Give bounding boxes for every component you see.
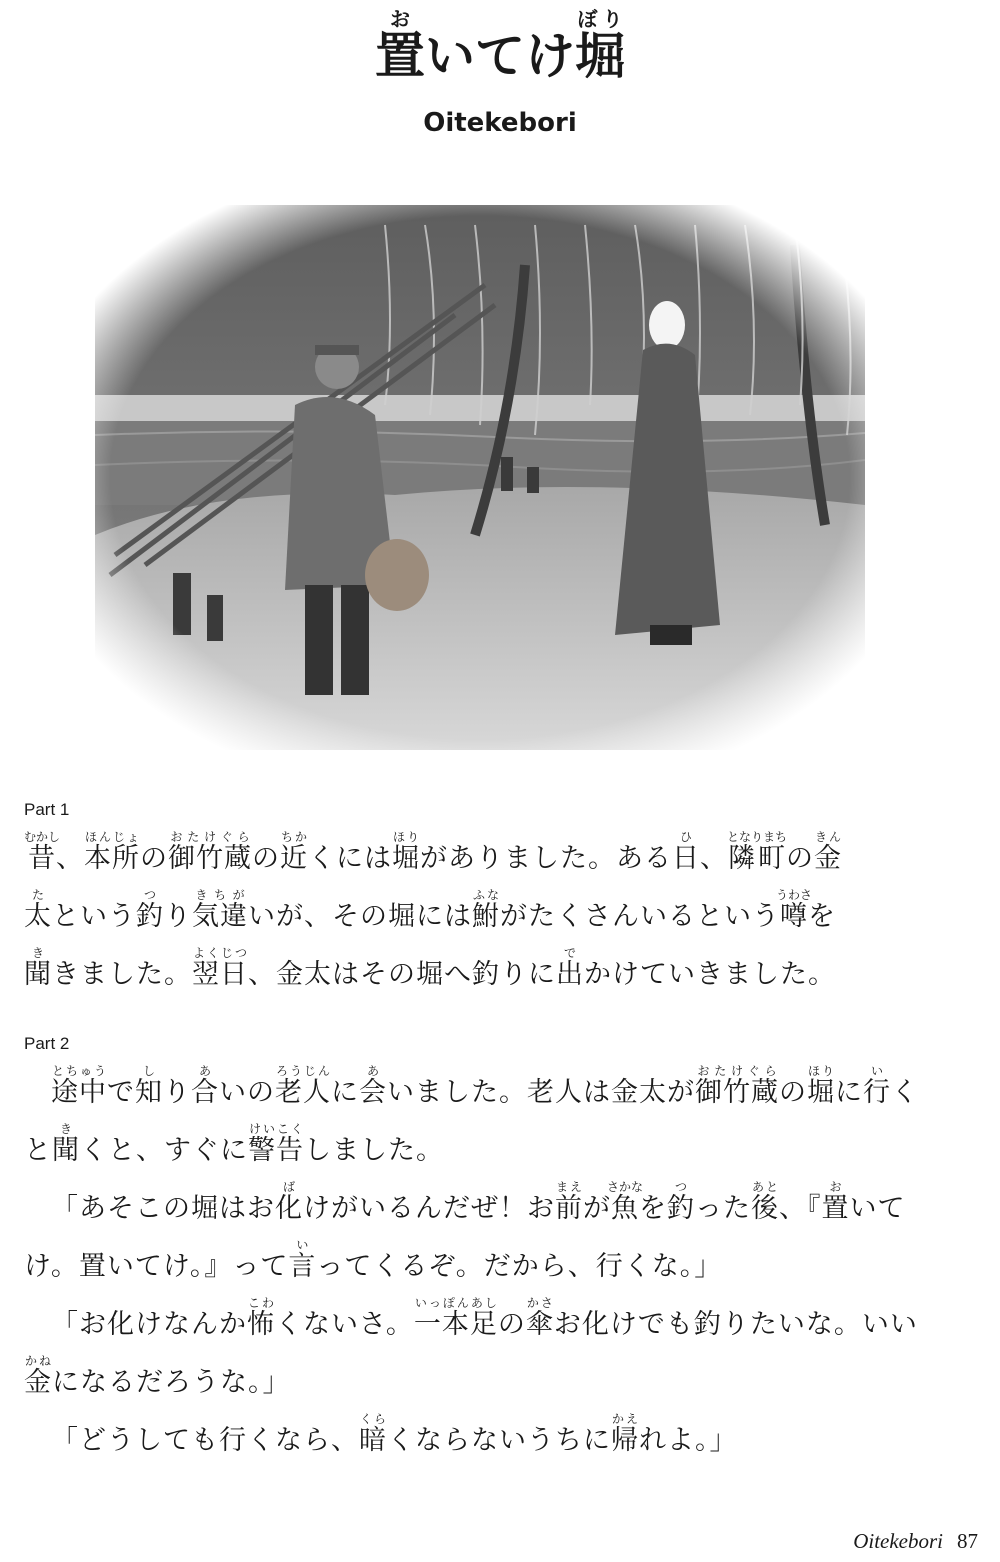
paragraph: 「あそこの堀はお化ばけがいるんだぜ！お前まえが魚さかなを釣つった後あと、『置おいてけ。置いてけ。』って言いってくるぞ。だから、行くな。」 bbox=[24, 1180, 906, 1282]
paragraph: 「お化けなんか怖こわくないさ。一本足いっぽんあしの傘かさお化けでも釣りたいな。いい金かねになるだろうな。」 bbox=[24, 1296, 918, 1398]
part-2-text bbox=[24, 1064, 944, 1470]
part-1-text bbox=[24, 830, 944, 1004]
title-part: 置お bbox=[375, 7, 425, 85]
text-line: 聞ききました。翌日よくじつ、金太はその堀へ釣りに出でかけていきました。 bbox=[24, 946, 836, 990]
footer-book-title: Oitekebori bbox=[853, 1529, 943, 1553]
page-title bbox=[0, 7, 1000, 85]
page-number: 87 bbox=[957, 1529, 978, 1553]
text-line: 昔むかし、本所ほんじょの御竹蔵おたけぐらの近ちかくには堀ほりがありました。ある日ひ、隣町となりまちの金きん bbox=[24, 830, 843, 874]
part-2-label: Part 2 bbox=[24, 1034, 70, 1053]
text-line: 太たという釣つり気違きちがいが、その堀には鮒ふながたくさんいるという噂うわさを bbox=[24, 888, 836, 932]
page-footer bbox=[853, 1529, 978, 1554]
title-part: いてけ bbox=[425, 27, 575, 85]
part-1-label: Part 1 bbox=[24, 800, 70, 819]
title-part: 堀ぼり bbox=[575, 7, 625, 85]
paragraph: 途中とちゅうで知しり合あいの老人ろうじんに会あいました。老人は金太が御竹蔵おたけぐらの堀ほりに行いくと聞きくと、すぐに警告けいこくしました。 bbox=[24, 1064, 919, 1166]
page-subtitle-romaji: Oitekebori bbox=[423, 108, 577, 138]
ghost-story-illustration-icon bbox=[95, 205, 865, 750]
paragraph: 「どうしても行くなら、暗くらくならないうちに帰かえれよ。」 bbox=[51, 1412, 738, 1456]
